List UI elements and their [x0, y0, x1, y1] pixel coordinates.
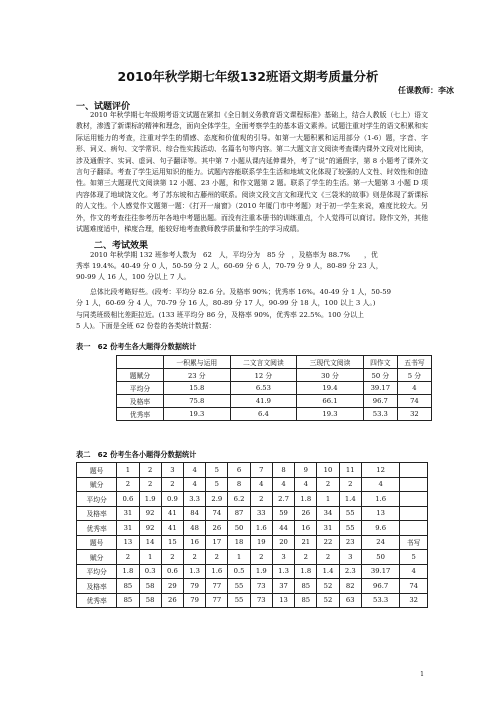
table-cell: 6.2 [228, 492, 250, 507]
table-cell: 33 [250, 506, 272, 521]
table-cell: 6.4 [230, 408, 297, 421]
column-header: 二文言文阅读 [230, 356, 297, 369]
table-cell: 3 [272, 550, 294, 565]
table-cell: 23 [339, 535, 361, 550]
table-cell: 1.6 [250, 521, 272, 536]
table-row [117, 369, 432, 382]
table-cell: 39.17 [363, 382, 397, 395]
table-cell [400, 477, 428, 492]
table-cell: 1 [139, 550, 161, 565]
table-cell: 50 分 [363, 369, 397, 382]
table-cell: 2 [117, 550, 139, 565]
table-cell: 1.8 [117, 564, 139, 579]
table-cell: 1 [117, 463, 139, 478]
table-cell: 92 [139, 506, 161, 521]
table-cell: 74 [206, 506, 228, 521]
table-row [117, 395, 432, 408]
row-label: 平均分 [117, 382, 164, 395]
table-cell: 63 [339, 593, 361, 608]
row-label: 优秀率 [77, 521, 117, 536]
table-row [77, 506, 428, 521]
table-cell: 85 [295, 593, 317, 608]
results-line-6: 与同类班级相比差距拉近。(133 班平均分 86 分，及格率 90%，优秀率 22.5%。100 分以上 [76, 311, 364, 319]
results-line-5: 分 1 人，60-69 分 4 人，70-79 分 16 人，80-89 分 17 人，90-99 分 18 人，100 以上 3 人。) [76, 299, 376, 307]
table-cell: 32 [397, 408, 431, 421]
row-label: 赋分 [77, 477, 117, 492]
table-cell: 5 [206, 463, 228, 478]
column-header: 一积累与运用 [164, 356, 231, 369]
table-row [77, 477, 428, 492]
table-cell: 4 [183, 463, 205, 478]
table-cell: 41 [161, 521, 183, 536]
table-cell: 79 [183, 579, 205, 594]
table-cell: 4 [183, 477, 205, 492]
table-cell: 26 [295, 506, 317, 521]
table-cell: 10 [317, 463, 339, 478]
table-cell: 0.5 [228, 564, 250, 579]
table-cell: 5 分 [397, 369, 431, 382]
table-cell: 30 分 [297, 369, 364, 382]
table-cell: 26 [206, 521, 228, 536]
table-cell: 13 [117, 535, 139, 550]
column-header: 三现代文阅读 [297, 356, 364, 369]
table-cell: 0.9 [161, 492, 183, 507]
table-section-scores [116, 355, 432, 421]
table-cell: 1.9 [250, 564, 272, 579]
row-label: 赋分 [77, 550, 117, 565]
table-cell: 1.3 [272, 564, 294, 579]
table-cell: 58 [139, 579, 161, 594]
column-header: 五书写 [397, 356, 431, 369]
table-cell: 73 [250, 593, 272, 608]
table-cell: 79 [183, 593, 205, 608]
table-cell: 1.9 [139, 492, 161, 507]
table-cell: 73 [250, 579, 272, 594]
table-cell: 2.3 [339, 564, 361, 579]
table-cell: 13 [272, 593, 294, 608]
table-cell: 85 [117, 579, 139, 594]
table-cell: 11 [339, 463, 361, 478]
table1-caption: 表一 62 份考生各大题得分数据统计 [76, 342, 197, 351]
table-row [77, 593, 428, 608]
table-cell: 26 [161, 593, 183, 608]
table-cell: 16 [295, 521, 317, 536]
table-cell: 41.9 [230, 395, 297, 408]
table-cell: 8 [228, 477, 250, 492]
table-cell: 3 [161, 463, 183, 478]
section-heading-evaluation: 一、试题评价 [76, 102, 131, 112]
table-cell: 59 [272, 506, 294, 521]
table-cell: 5 [206, 477, 228, 492]
teacher-name: 任课教师：李冰 [398, 86, 454, 95]
table-cell: 31 [117, 506, 139, 521]
table-row [77, 463, 428, 478]
row-label: 优秀率 [117, 408, 164, 421]
table-cell: 7 [250, 463, 272, 478]
results-line-4: 总体比段考略好些。(段考：平均分 82.6 分。及格率 90%；优秀率 16%。40-49 分 1 人，50-59 [90, 288, 392, 296]
table-cell: 0.6 [117, 492, 139, 507]
table-cell: 77 [206, 593, 228, 608]
table-cell: 2 [339, 477, 361, 492]
table-cell: 23 分 [164, 369, 231, 382]
table-cell: 55 [228, 593, 250, 608]
table-cell [400, 463, 428, 478]
table-cell [400, 521, 428, 536]
table-cell: 2 [206, 550, 228, 565]
table-cell: 2 [250, 492, 272, 507]
table-row [77, 550, 428, 565]
evaluation-paragraph: 2010 年秋学期七年级期考语文试题在紧扣《全日制义务教育语文课程标准》基础上，结合人教版（七上）语文教材，渗透了新课标的精神和理念，面向全体学生，全面考察学生的基本语文素养。试题注重对学生的语文积累和实际运用能力的考查，注重对学生的情感、态度和价值观的引导。如第一大题积累和运用部分（1-6）题，字音、字形、词义、病句、文学常识、综合性实践活动、名篇名句等内容。第二大题文言文阅读考查课内课外文段对比阅读，涉及通假字、实词、虚词、句子翻译等。其中第 7 小题从课内延伸课外，考了“说”的通假字，第 8 小题考了课外文言句子翻译。考查了学生运用知识的能力。试题内容能联系学生生活和地域文化体现了较强的人文性、时效性和创造性。如第三大题现代文阅读第 12 小题、23 小题，和作文题第 2 题。联系了学生的生活。第一大题第 3 小题 D 项内容体现了地域饶文化。考了苏东坡和古藤州的联系。阅读文段文言文和现代文《三袋米的故事》则是体现了新课标的人文性。个人感觉作文题第一题：《打开一扇窗》（2010 年厦门市中考题）对于初一学生来说，难度比较大。另外，作文的考查往往参考历年各地中考题出题。而没有注重本册书的训练重点，个人觉得可以商讨。除作文外，其他试题难度适中，梯度合理，能较好地考查教师教学质量和学生的学习成绩。 [76, 111, 428, 234]
table-row [77, 564, 428, 579]
table-cell: 2 [139, 477, 161, 492]
table-cell: 96.7 [363, 395, 397, 408]
table-cell: 17 [206, 535, 228, 550]
table-cell: 1.8 [295, 564, 317, 579]
table-cell: 4 [272, 477, 294, 492]
table-row [77, 521, 428, 536]
table-cell: 1.4 [339, 492, 361, 507]
table-cell: 8 [272, 463, 294, 478]
results-line-2: 秀率 19.4%。40-49 分 0 人，50-59 分 2 人，60-69 分 6 人，70-79 分 9 人，80-89 分 23 人， [76, 262, 383, 270]
table-cell: 1.4 [317, 564, 339, 579]
table-cell: 3.3 [183, 492, 205, 507]
table-cell: 29 [161, 579, 183, 594]
table-cell: 34 [317, 506, 339, 521]
table-row [117, 408, 432, 421]
table-cell: 1 [228, 550, 250, 565]
table-cell: 12 [361, 463, 400, 478]
table-cell: 4 [397, 382, 431, 395]
row-label: 题赋分 [117, 369, 164, 382]
row-label: 及格率 [77, 506, 117, 521]
table-cell: 19 [250, 535, 272, 550]
table-cell: 31 [317, 521, 339, 536]
table-cell: 4 [250, 477, 272, 492]
table-cell: 22 [317, 535, 339, 550]
table-cell: 2 [139, 463, 161, 478]
table2-caption: 表二 62 份考生各小题得分数据统计 [76, 450, 197, 459]
table-cell: 1.8 [295, 492, 317, 507]
table-cell: 16 [183, 535, 205, 550]
page-number: 1 [420, 671, 424, 678]
table-cell: 1.6 [361, 492, 400, 507]
row-label: 平均分 [77, 564, 117, 579]
section-heading-results: 二、考试效果 [94, 241, 149, 251]
table-cell: 92 [139, 521, 161, 536]
row-label: 平均分 [77, 492, 117, 507]
table-row [77, 535, 428, 550]
table-cell: 50 [361, 550, 400, 565]
row-label: 题号 [77, 463, 117, 478]
table-cell: 53.3 [361, 593, 400, 608]
table-cell: 18 [228, 535, 250, 550]
table-cell: 0.3 [139, 564, 161, 579]
table-cell: 6 [228, 463, 250, 478]
table-cell: 5 [400, 550, 428, 565]
row-label: 优秀率 [77, 593, 117, 608]
table-cell: 2 [317, 477, 339, 492]
table-cell: 0.6 [161, 564, 183, 579]
table-cell: 2.7 [272, 492, 294, 507]
table-cell: 1 [317, 492, 339, 507]
table-cell: 12 分 [230, 369, 297, 382]
table-cell: 55 [339, 521, 361, 536]
column-header: 四作文 [363, 356, 397, 369]
table-cell: 2 [183, 550, 205, 565]
table-cell: 55 [228, 579, 250, 594]
table-row [77, 492, 428, 507]
results-line-3: 90-99 人 16 人，100 分以上 7 人。 [76, 273, 191, 281]
table-cell: 19.3 [164, 408, 231, 421]
table-cell: 2 [250, 550, 272, 565]
table-question-scores [76, 462, 428, 608]
table-cell: 75.8 [164, 395, 231, 408]
results-line-7: 5 人)。下面是全班 62 份卷的各类统计数据： [76, 322, 216, 330]
table-cell: 85 [295, 579, 317, 594]
table-cell: 84 [183, 506, 205, 521]
table-cell: 1.6 [206, 564, 228, 579]
table-cell: 48 [183, 521, 205, 536]
row-label: 及格率 [117, 395, 164, 408]
table-cell: 74 [400, 579, 428, 594]
table-cell: 77 [206, 579, 228, 594]
table-cell: 85 [117, 593, 139, 608]
table-header-row [117, 356, 432, 369]
table-cell: 6.53 [230, 382, 297, 395]
results-line-1: 2010 年秋学期 132 班参考人数为 62 人，平均分为 85 分 ，及格率为 88.7% ，优 [90, 251, 378, 259]
table-cell: 2 [161, 477, 183, 492]
table-cell: 1.3 [183, 564, 205, 579]
table-cell: 44 [272, 521, 294, 536]
table-row [77, 579, 428, 594]
table-cell: 9.6 [361, 521, 400, 536]
table-cell: 15.8 [164, 382, 231, 395]
table-cell: 2.9 [206, 492, 228, 507]
table-cell: 9 [295, 463, 317, 478]
table-cell: 52 [317, 579, 339, 594]
table-cell: 55 [339, 506, 361, 521]
table-cell: 52 [317, 593, 339, 608]
table-cell: 96.7 [361, 579, 400, 594]
table-cell: 13 [361, 506, 400, 521]
table-cell: 4 [295, 477, 317, 492]
table-cell: 21 [295, 535, 317, 550]
table-cell: 31 [117, 521, 139, 536]
table-cell [400, 492, 428, 507]
table-cell: 14 [139, 535, 161, 550]
table-cell: 书写 [400, 535, 428, 550]
table-cell: 2 [317, 550, 339, 565]
table-cell: 3 [339, 550, 361, 565]
table-cell: 66.1 [297, 395, 364, 408]
table-cell: 82 [339, 579, 361, 594]
row-label [117, 356, 164, 369]
table-cell: 2 [295, 550, 317, 565]
table-cell: 37 [272, 579, 294, 594]
table-cell: 15 [161, 535, 183, 550]
row-label: 题号 [77, 535, 117, 550]
table-cell: 87 [228, 506, 250, 521]
table-cell: 53.3 [363, 408, 397, 421]
table-cell: 24 [361, 535, 400, 550]
table-cell: 2 [161, 550, 183, 565]
table-cell: 4 [361, 477, 400, 492]
table-cell: 74 [397, 395, 431, 408]
table-cell: 2 [117, 477, 139, 492]
table-cell: 19.3 [297, 408, 364, 421]
table-cell: 32 [400, 593, 428, 608]
table-cell: 19.4 [297, 382, 364, 395]
page-title: 2010年秋学期七年级132班语文期考质量分析 [117, 69, 379, 84]
table-cell: 58 [139, 593, 161, 608]
table-cell: 39.17 [361, 564, 400, 579]
table-row [117, 382, 432, 395]
table-cell: 41 [161, 506, 183, 521]
table-cell: 20 [272, 535, 294, 550]
row-label: 及格率 [77, 579, 117, 594]
table-cell [400, 506, 428, 521]
table-cell: 50 [228, 521, 250, 536]
table-cell: 4 [400, 564, 428, 579]
